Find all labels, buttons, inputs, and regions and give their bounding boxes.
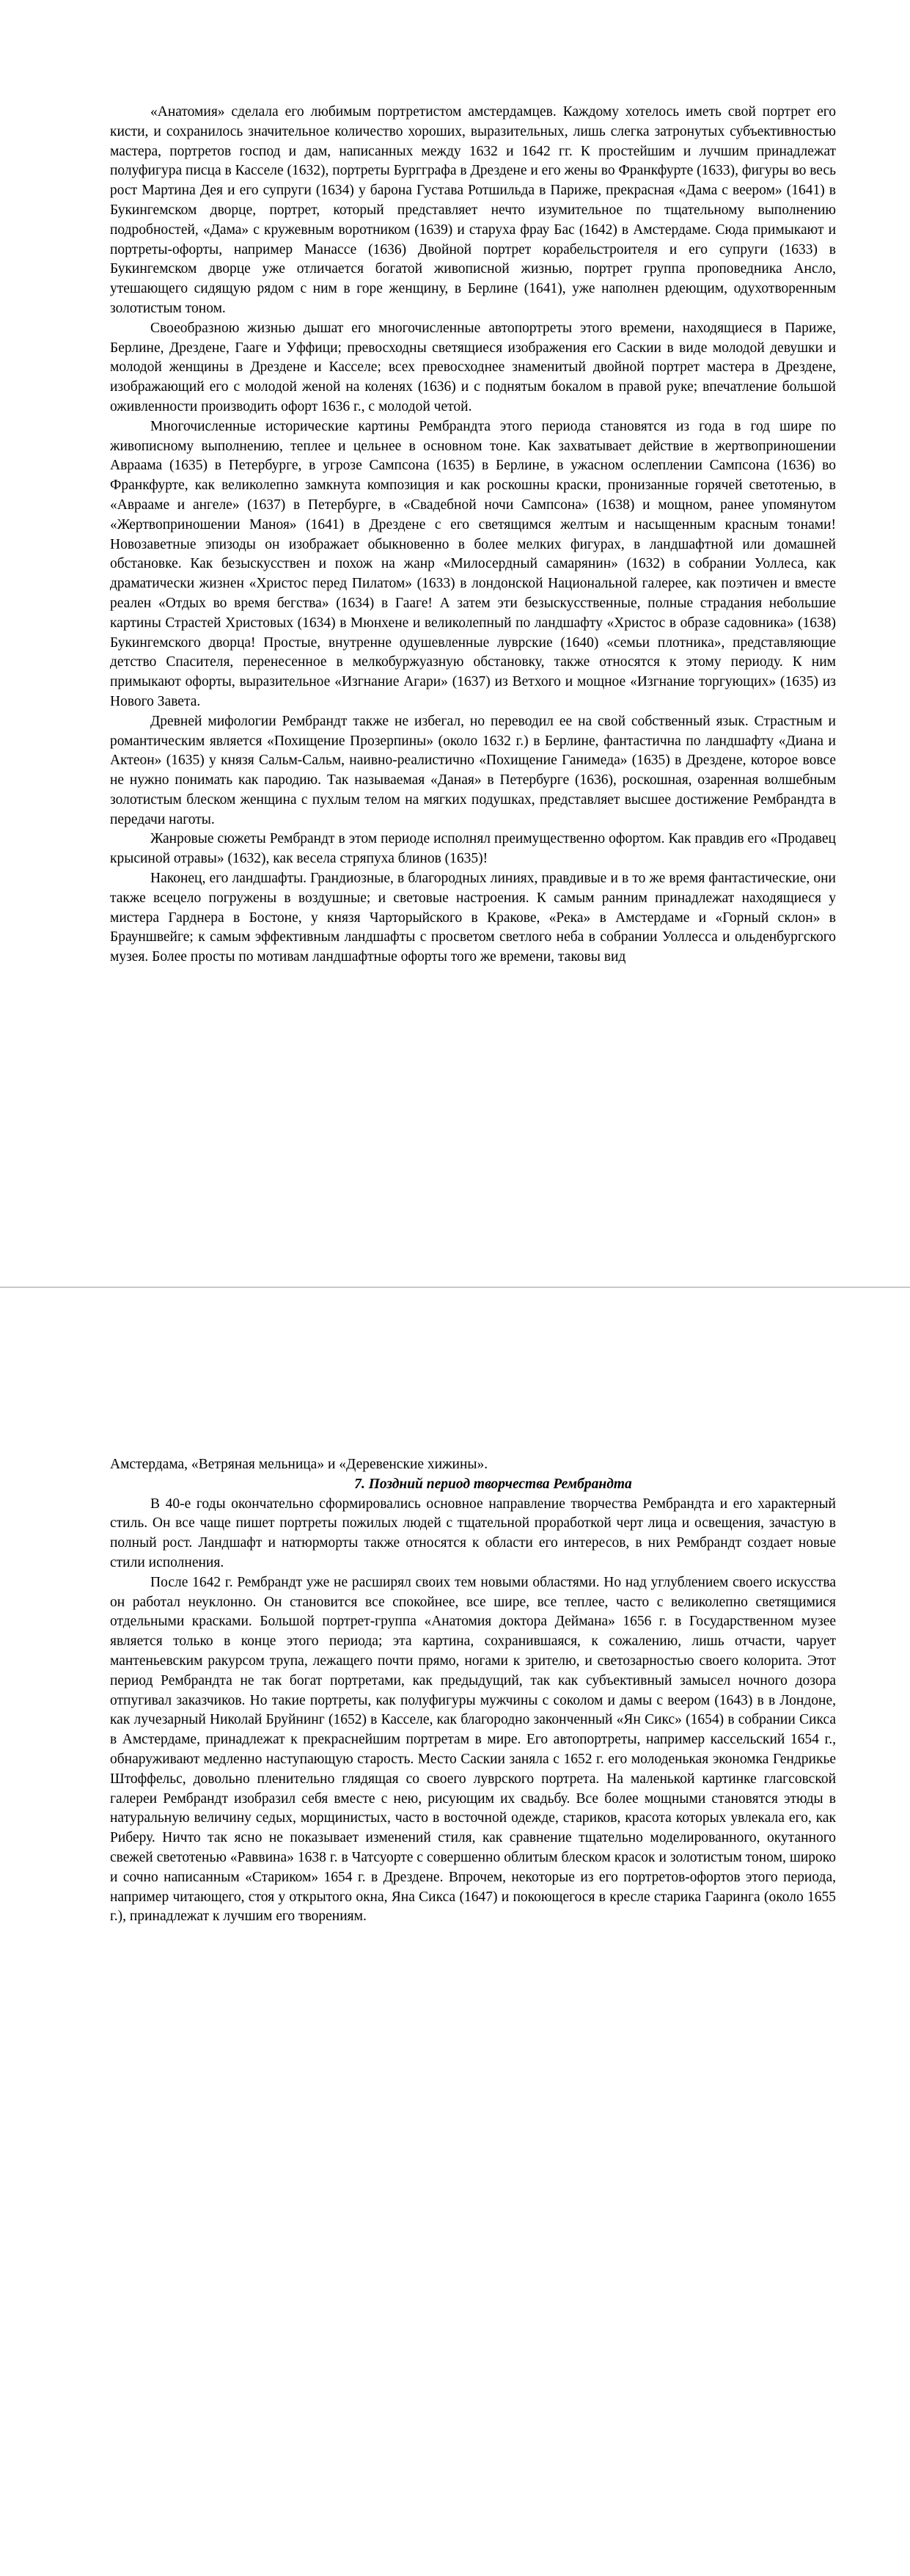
document-page-2 [0,1288,910,2576]
paragraph-late-style: В 40-е годы окончательно сформировались основное направление творчества Рембрандта и его характерный стиль. Он все чаще пишет портреты пожилых людей с тщательной проработкой черт лица и освещения, зачастую в полный рост. Ландшафт и натюрморты также относятся к области его интересов, в них Рембрандт создает новые стили исполнения. [110,1496,836,1570]
paragraph-self-portraits: Своеобразною жизнью дышат его многочисленные автопортреты этого времени, находящиеся в Париже, Берлине, Дрездене, Гааге и Уффици; превосходны светящиеся изображения его Саскии в виде молодой девушки и молодой женщины в Дрездене и Касселе; всех превосходнее знаменитый двойной портрет мастера в Дрездене, изображающий его с молодой женой на коленях (1636) и с поднятым бокалом в правой руке; впечатление большой оживленности производить офорт 1636 г., с молодой четой. [110,320,836,414]
page-1-text-body [110,103,836,967]
paragraph-history-paintings: Многочисленные исторические картины Рембрандта этого периода становятся из года в год шире по живописному выполнению, теплее и цельнее в основном тоне. Как захватывает действие в жертвоприношении Авраама (1635) в Петербурге, в угрозе Сампсона (1635) в Берлине, в ужасном ослеплении Сампсона (1636) во Франкфурте, как великолепно замкнута композиция и как роскошны краски, пронизанные горячей светотенью, в «Аврааме и ангеле» (1637) в Петербурге, в «Свадебной ночи Сампсона» (1638) и мощном, ранее упомянутом «Жертвоприношении Маноя» (1641) в Дрездене с его светящимся желтым и насыщенным красным тонами! Новозаветные эпизоды он изображает обыкновенно в более мелких фигурах, в ландшафтной или домашней обстановке. Как безыскусствен и похож на жанр «Милосердный самарянин» (1632) в собрании Уоллеса, как драматически жизнен «Христос перед Пилатом» (1633) в лондонской Национальной галерее, как поэтичен и вместе реален «Отдых во время бегства» (1634) в Гааге! А затем эти безыскусственные, полные страдания небольшие картины Страстей Христовых (1634) в Мюнхене и великолепный по ландшафту «Христос в образе садовника» (1638) Букингемского дворца! Простые, внутренне одушевленные луврские (1640) «семьи плотника», представляющие детство Спасителя, перенесенное в мелкобуржуазную обстановку, также относятся к этому периоду. К ним примыкают офорты, выразительное «Изгнание Агари» (1637) из Ветхого и мощное «Изгнание торгующих» (1635) из Нового Завета. [110,418,836,709]
paragraph-landscapes: Наконец, его ландшафты. Грандиозные, в благородных линиях, правдивые и в то же время фантастические, они также всецело погружены в воздушные; и световые настроения. К самым ранним принадлежат находящиеся у мистера Гарднера в Бостоне, у князя Чарторыйского в Кракове, «Река» в Амстердаме и «Горный склон» в Брауншвейге; к самым эффективным ландшафты с просветом светлого неба в собрании Уоллесса и ольденбургского музея. Более просты по мотивам ландшафтные офорты того же времени, таковы вид [110,871,836,965]
paragraph-genre-etchings: Жанровые сюжеты Рембрандт в этом периоде исполнял преимущественно офортом. Как правдив его «Продавец крысиной отравы» (1632), как весела стряпуха блинов (1635)! [110,831,836,867]
section-heading: 7. Поздний период творчества Рембрандта [354,1476,632,1492]
page-2-text-body [110,1455,836,1927]
paragraph-after-1642: После 1642 г. Рембрандт уже не расширял своих тем новыми областями. Но над углублением своего искусства он работал неуклонно. Он становится все спокойнее, все шире, все теплее, часто с великолепно светящимися отдельными красками. Большой портрет-группа «Анатомия доктора Деймана» 1656 г. в Государственном музее является только в конце этого периода; эта картина, сохранившаяся, к сожалению, лишь отчасти, чарует мантеньевским ракурсом трупа, лежащего почти прямо, ногами к зрителю, и светозарностью своего колорита. Этот период Рембрандта не так богат портретами, как предыдущий, так как субъективный замысел ночного дозора отпугивал заказчиков. Но такие портреты, как полуфигуры мужчины с соколом и дамы с веером (1643) в в Лондоне, как лучезарный Николай Бруйнинг (1652) в Касселе, как благородно законченный «Ян Сикс» (1654) в собрании Сикса в Амстердаме, принадлежат к прекраснейшим портретам в мире. Его автопортреты, например кассельский 1654 г., обнаруживают медленно наступающую старость. Место Саскии заняла с 1652 г. его молоденькая экономка Гендрикье Штоффельс, довольно пленительно глядящая со своего луврского портрета. На маленькой картинке глагсовской галереи Рембрандт изобразил себя вместе с нею, рисующим их свадьбу. Все более мощными становятся этюды в натуральную величину седых, морщинистых, часто в восточной одежде, стариков, красота которых увлекала его, как Риберу. Ничто так ясно не показывает изменений стиля, как сравнение тщательно моделированного, окутанного свежей светотенью «Раввина» 1638 г. в Чатсуорте с совершенно облитым блеском красок и золотистым тоном, широко и сочно написанным «Стариком» 1654 г. в Дрездене. Впрочем, некоторые из его портретов-офортов этого периода, например читающего, стоя у открытого окна, Яна Сикса (1647) и покоющегося в кресле старика Гааринга (около 1655 г.), принадлежат к лучшим его творениям. [110,1574,836,1925]
paragraph-portraits: «Анатомия» сделала его любимым портретистом амстердамцев. Каждому хотелось иметь свой портрет его кисти, и сохранилось значительное количество хороших, выразительных, лишь слегка затронутых субъективностью мастера, портретов господ и дам, написанных между 1632 и 1642 гг. К простейшим и лучшим принадлежат полуфигура писца в Касселе (1632), портреты Бургграфа в Дрездене и его жены во Франкфурте (1633), фигуры во весь рост Мартина Дея и его супруги (1634) у барона Густава Ротшильда в Париже, прекрасная «Дама с веером» (1641) в Букингемском дворце, портрет, который представляет нечто изумительное по тщательному выполнению подробностей, «Дама» с кружевным воротником (1639) и старуха фрау Бас (1642) в Амстердаме. Сюда примыкают и портреты-офорты, например Манассе (1636) Двойной портрет корабельстроителя и его супруги (1633) в Букингемском дворце уже отличается богатой живописной жизнью, портрет группа проповедника Ансло, утешающего сидящую рядом с ним в горе женщину, в Берлине (1641), уже наполнен рдеющим, одухотворенным золотистым тоном. [110,104,836,316]
paragraph-mythology: Древней мифологии Рембрандт также не избегал, но переводил ее на свой собственный язык. Страстным и романтическим является «Похищение Прозерпины» (около 1632 г.) в Берлине, фантастична по ландшафту «Диана и Актеон» (1635) у князя Сальм-Сальм, наивно-реалистично «Похищение Ганимеда» (1635) в Дрездене, которое вовсе не нужно понимать как пародию. Так называемая «Даная» в Петербурге (1636), роскошная, озаренная волшебным золотистым блеском женщина с пухлым телом на мягких подушках, представляет высшее достижение Рембрандта в передачи наготы. [110,713,836,827]
paragraph-continuation: Амстердама, «Ветряная мельница» и «Деревенские хижины». [110,1457,488,1472]
